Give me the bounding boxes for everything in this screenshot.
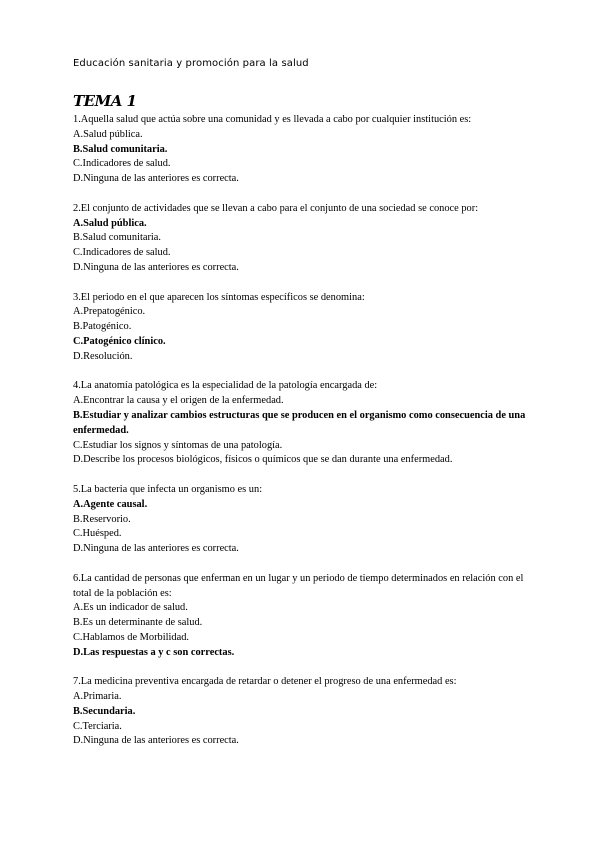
- option-c: C.Terciaria.: [73, 720, 122, 732]
- option-d-correct: D.Las respuestas a y c son correctas.: [73, 646, 235, 658]
- question-text: 4.La anatomía patológica es la especialidad de la patología encargada de:: [73, 380, 378, 392]
- option-d: D.Ninguna de las anteriores es correcta.: [73, 543, 239, 555]
- option-b: B.Patogénico.: [73, 321, 132, 333]
- question-2: [73, 202, 528, 276]
- option-a: A.Primaria.: [73, 691, 122, 703]
- option-b-correct: B.Secundaria.: [73, 705, 136, 717]
- option-d: D.Ninguna de las anteriores es correcta.: [73, 173, 239, 185]
- option-c: C.Estudiar los signos y síntomas de una patología.: [73, 439, 283, 451]
- question-text: 6.La cantidad de personas que enferman en un lugar y un periodo de tiempo determinados en relación con el total de la población es:: [73, 572, 524, 599]
- option-a: A.Encontrar la causa y el origen de la enfermedad.: [73, 395, 284, 407]
- option-c-correct: C.Patogénico clínico.: [73, 335, 166, 347]
- option-a-correct: A.Salud pública.: [73, 217, 147, 229]
- option-b-correct: B.Salud comunitaria.: [73, 143, 168, 155]
- option-d: D.Ninguna de las anteriores es correcta.: [73, 735, 239, 747]
- option-c: C.Indicadores de salud.: [73, 247, 171, 259]
- question-4: [73, 379, 528, 468]
- question-6: [73, 572, 528, 661]
- question-text: 7.La medicina preventiva encargada de retardar o detener el progreso de una enfermedad es:: [73, 676, 457, 688]
- question-3: [73, 291, 528, 365]
- option-d: D.Ninguna de las anteriores es correcta.: [73, 261, 239, 273]
- section-title: TEMA 1: [73, 92, 137, 110]
- option-a: A.Prepatogénico.: [73, 306, 146, 318]
- question-text: 3.El periodo en el que aparecen los síntomas específicos se denomina:: [73, 291, 365, 303]
- option-d: D.Resolución.: [73, 350, 133, 362]
- option-c: C.Hablamos de Morbilidad.: [73, 631, 190, 643]
- option-c: C.Huésped.: [73, 528, 122, 540]
- option-b-correct: B.Estudiar y analizar cambios estructuras que se producen en el organismo como consecuencia de una enfermedad.: [73, 409, 526, 436]
- question-text: 2.El conjunto de actividades que se llevan a cabo para el conjunto de una sociedad se conoce por:: [73, 202, 479, 214]
- option-b: B.Es un determinante de salud.: [73, 617, 203, 629]
- question-5: [73, 483, 528, 557]
- option-b: B.Salud comunitaria.: [73, 232, 162, 244]
- option-c: C.Indicadores de salud.: [73, 158, 171, 170]
- question-text: 5.La bacteria que infecta un organismo es un:: [73, 483, 263, 495]
- question-7: [73, 675, 528, 749]
- option-a: A.Salud pública.: [73, 128, 143, 140]
- option-a-correct: A.Agente causal.: [73, 498, 148, 510]
- option-d: D.Describe los procesos biológicos, físicos o químicos que se dan durante una enfermedad.: [73, 454, 453, 466]
- option-a: A.Es un indicador de salud.: [73, 602, 188, 614]
- question-list: [73, 113, 528, 764]
- option-b: B.Reservorio.: [73, 513, 131, 525]
- question-text: 1.Aquella salud que actúa sobre una comunidad y es llevada a cabo por cualquier institución es:: [73, 114, 472, 125]
- question-1: [73, 113, 528, 187]
- document-header: Educación sanitaria y promoción para la salud: [73, 58, 309, 69]
